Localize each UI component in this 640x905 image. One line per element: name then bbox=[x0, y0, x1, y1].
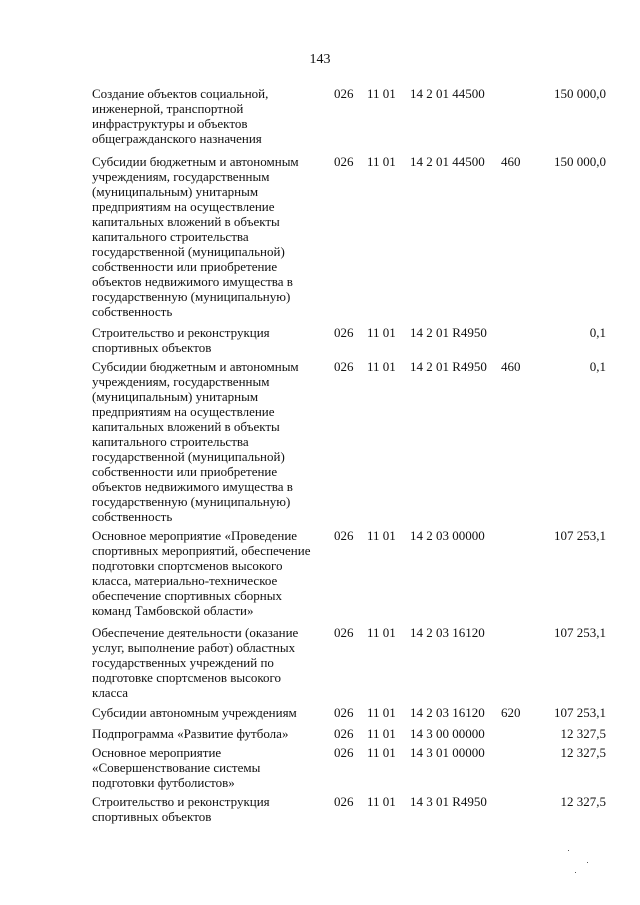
row-name: Строительство и реконструкция спортивных объектов bbox=[92, 325, 270, 355]
row-target-code: 14 2 01 44500 bbox=[410, 154, 485, 169]
table-row bbox=[0, 625, 640, 705]
row-target-code: 14 3 00 00000 bbox=[410, 726, 485, 741]
scan-specks bbox=[565, 848, 605, 878]
row-target-code: 14 3 01 00000 bbox=[410, 745, 485, 760]
row-sum: 107 253,1 bbox=[554, 528, 606, 543]
row-ved: 026 bbox=[334, 86, 354, 101]
row-section: 11 01 bbox=[367, 325, 396, 340]
row-name: Субсидии бюджетным и автономным учреждениям, государственным (муниципальным) унитарным предприятиям на осуществление капитальных вложений в объекты капитального строительства государственной (муниципальной) собственности или приобретение объектов недвижимого имущества в государственную (муниципальную) собственность bbox=[92, 154, 299, 319]
row-sum: 150 000,0 bbox=[554, 86, 606, 101]
table-row bbox=[0, 726, 640, 745]
row-ved: 026 bbox=[334, 625, 354, 640]
row-name: Субсидии автономным учреждениям bbox=[92, 705, 297, 720]
row-target-code: 14 2 03 16120 bbox=[410, 705, 485, 720]
row-target-code: 14 2 03 00000 bbox=[410, 528, 485, 543]
row-section: 11 01 bbox=[367, 794, 396, 809]
row-ved: 026 bbox=[334, 154, 354, 169]
table-row bbox=[0, 86, 640, 154]
row-sum: 12 327,5 bbox=[560, 726, 606, 741]
row-target-code: 14 2 01 R4950 bbox=[410, 325, 487, 340]
row-sum: 0,1 bbox=[589, 359, 606, 374]
row-ved: 026 bbox=[334, 325, 354, 340]
row-sum: 12 327,5 bbox=[560, 794, 606, 809]
row-ved: 026 bbox=[334, 528, 354, 543]
row-sum: 12 327,5 bbox=[560, 745, 606, 760]
row-section: 11 01 bbox=[367, 359, 396, 374]
row-section: 11 01 bbox=[367, 154, 396, 169]
row-ved: 026 bbox=[334, 359, 354, 374]
row-section: 11 01 bbox=[367, 528, 396, 543]
row-ved: 026 bbox=[334, 794, 354, 809]
row-ved: 026 bbox=[334, 726, 354, 741]
row-sum: 107 253,1 bbox=[554, 705, 606, 720]
row-expense-type: 460 bbox=[501, 359, 521, 374]
row-section: 11 01 bbox=[367, 745, 396, 760]
row-name: Основное мероприятие «Совершенствование системы подготовки футболистов» bbox=[92, 745, 261, 790]
row-ved: 026 bbox=[334, 745, 354, 760]
table-row bbox=[0, 745, 640, 794]
table-row bbox=[0, 705, 640, 726]
row-target-code: 14 2 01 44500 bbox=[410, 86, 485, 101]
row-expense-type: 460 bbox=[501, 154, 521, 169]
row-target-code: 14 2 01 R4950 bbox=[410, 359, 487, 374]
row-sum: 0,1 bbox=[589, 325, 606, 340]
scan-speck bbox=[575, 872, 576, 873]
row-section: 11 01 bbox=[367, 726, 396, 741]
row-expense-type: 620 bbox=[501, 705, 521, 720]
row-name: Создание объектов социальной, инженерной, транспортной инфраструктуры и объектов общегражданского назначения bbox=[92, 86, 269, 146]
row-target-code: 14 3 01 R4950 bbox=[410, 794, 487, 809]
budget-table bbox=[0, 86, 640, 828]
row-section: 11 01 bbox=[367, 705, 396, 720]
row-name: Строительство и реконструкция спортивных объектов bbox=[92, 794, 270, 824]
scan-speck bbox=[587, 862, 588, 863]
scan-speck bbox=[568, 850, 569, 851]
table-row bbox=[0, 325, 640, 359]
table-row bbox=[0, 154, 640, 325]
row-section: 11 01 bbox=[367, 86, 396, 101]
table-row bbox=[0, 528, 640, 625]
row-ved: 026 bbox=[334, 705, 354, 720]
row-sum: 107 253,1 bbox=[554, 625, 606, 640]
page-number: 143 bbox=[309, 52, 331, 67]
table-row bbox=[0, 359, 640, 528]
row-name: Основное мероприятие «Проведение спортивных мероприятий, обеспечение подготовки спортсменов высокого класса, материально-техническое обеспечение спортивных сборных команд Тамбовской области» bbox=[92, 528, 311, 618]
table-row bbox=[0, 794, 640, 828]
row-section: 11 01 bbox=[367, 625, 396, 640]
row-target-code: 14 2 03 16120 bbox=[410, 625, 485, 640]
row-sum: 150 000,0 bbox=[554, 154, 606, 169]
row-name: Обеспечение деятельности (оказание услуг, выполнение работ) областных государственных учреждений по подготовке спортсменов высокого класса bbox=[92, 625, 299, 700]
row-name: Субсидии бюджетным и автономным учреждениям, государственным (муниципальным) унитарным предприятиям на осуществление капитальных вложений в объекты капитального строительства государственной (муниципальной) собственности или приобретение объектов недвижимого имущества в государственную (муниципальную) собственность bbox=[92, 359, 299, 524]
row-name: Подпрограмма «Развитие футбола» bbox=[92, 726, 289, 741]
